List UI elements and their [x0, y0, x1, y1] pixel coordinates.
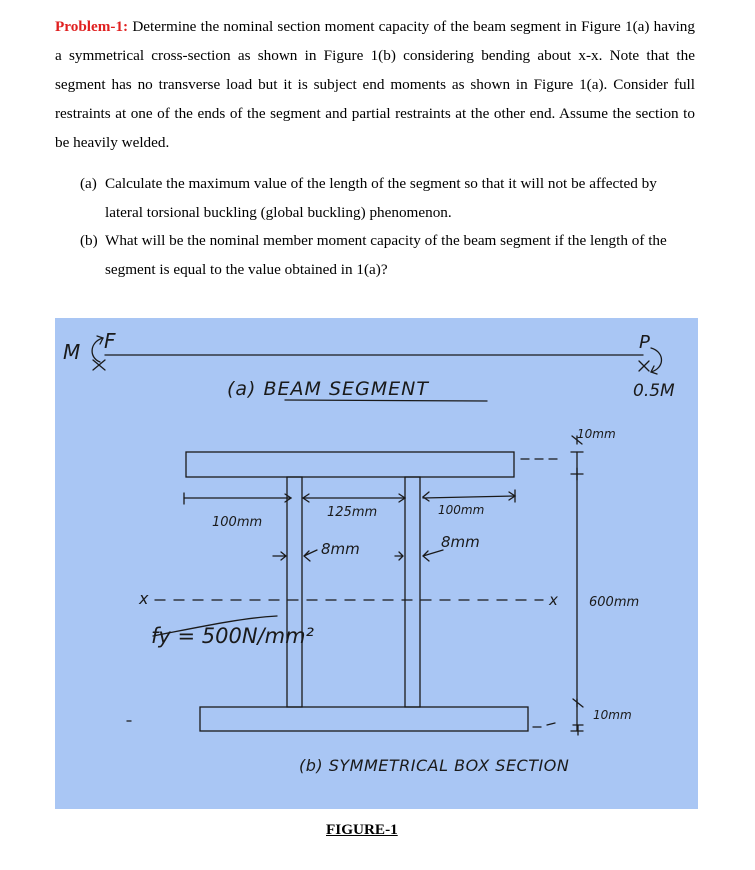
right-moment-label: P	[639, 332, 650, 353]
subquestion-text: Calculate the maximum value of the length of the segment so that it will not be affected by lateral torsional buckling (global buckling) phenomenon.	[105, 175, 657, 221]
problem-text: Determine the nominal section moment capacity of the beam segment in Figure 1(a) having a symmetrical cross-section as shown in Figure 1(b) considering bending about x-x. Note that the segment has no transverse load but it is subject end moments as shown in Figure 1(a). Consider full restraints at one of the ends of the segment and partial restraints at the other end. Assume the section to be heavily welded.	[55, 18, 695, 151]
left-web	[287, 477, 302, 707]
subquestion-tag: (a)	[80, 175, 97, 192]
web-thickness-right-label: 8mm	[441, 533, 480, 551]
web-thickness-arrow-left	[273, 552, 286, 560]
web-thickness-left-label: 8mm	[321, 540, 360, 558]
subquestion-a	[80, 170, 690, 227]
bottom-flange-thickness: 10mm	[593, 708, 632, 722]
left-moment-label: M	[63, 340, 81, 364]
subquestion-b	[80, 227, 690, 284]
left-restraint-label: F	[104, 329, 116, 353]
right-restraint-mark	[639, 361, 649, 371]
figure-drawing	[55, 318, 698, 809]
problem-statement	[55, 12, 695, 157]
bottom-flange	[200, 707, 528, 731]
depth-label: 600mm	[589, 595, 640, 610]
axis-left-label: x	[139, 589, 149, 608]
axis-right-label: x	[549, 591, 558, 609]
outstand-left-label: 100mm	[212, 515, 263, 530]
sketch-a-title: (a) BEAM SEGMENT	[227, 378, 429, 400]
figure-sketch	[55, 318, 698, 809]
web-spacing-label: 125mm	[327, 505, 378, 520]
top-flange-thickness: 10mm	[577, 427, 616, 441]
outstand-right-label: 100mm	[438, 503, 485, 517]
top-flange	[186, 452, 514, 477]
moment-ratio-label: 0.5M	[633, 381, 675, 401]
problem-label: Problem-1:	[55, 18, 129, 35]
subquestion-tag: (b)	[80, 232, 98, 249]
subquestion-text: What will be the nominal member moment capacity of the beam segment if the length of the segment is equal to the value obtained in 1(a)?	[105, 232, 667, 278]
right-web	[405, 477, 420, 707]
figure-caption: FIGURE-1	[326, 821, 398, 838]
sketch-b-title: (b) SYMMETRICAL BOX SECTION	[299, 756, 570, 775]
yield-stress-label: fy = 500N/mm²	[151, 624, 314, 648]
